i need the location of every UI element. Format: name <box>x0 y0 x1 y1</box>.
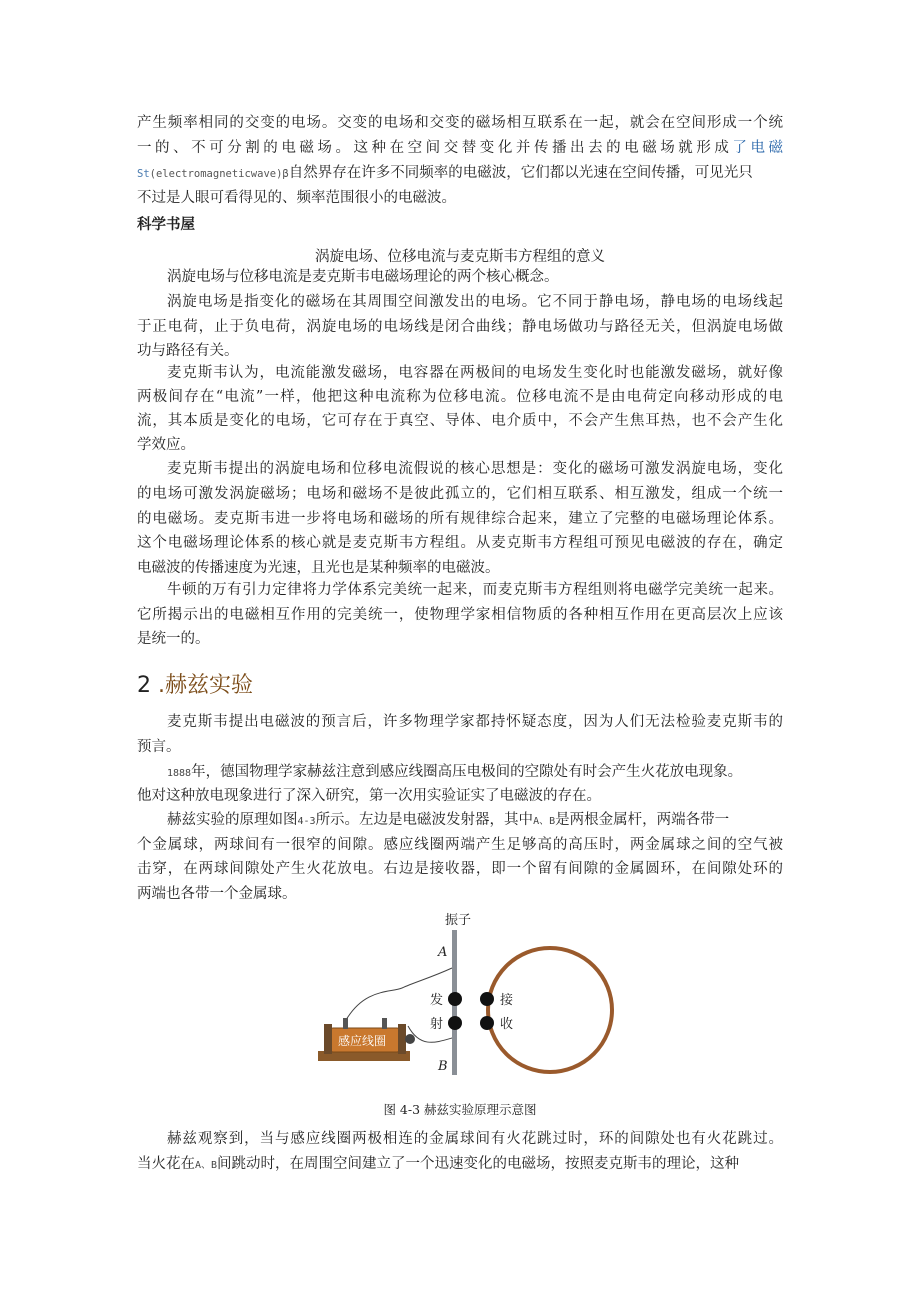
section-title: .赫兹实验 <box>158 673 253 698</box>
intro-line-2: 一的、不可分割的电磁场。这种在空间交替变化并传播出去的电磁场就形成了电磁 <box>137 140 784 156</box>
article-p4-line: 的电场可激发涡旋磁场；电场和磁场不是彼此孤立的，它们相互联系、相互激发，组成一个统一 <box>137 486 783 502</box>
emitter-ball-top <box>448 992 462 1006</box>
section-p3-line-1: 赫兹实验的原理如图4-3所示。左边是电磁波发射器，其中A、B是两根金属杆，两端各带一 <box>167 812 730 828</box>
receiver-ring <box>488 948 612 1072</box>
section-p1-line: 麦克斯韦提出电磁波的预言后，许多物理学家都持怀疑态度，因为人们无法检验麦克斯韦的 <box>167 714 783 730</box>
closing-line-2: 当火花在A、B间跳动时，在周围空间建立了一个迅速变化的电磁场，按照麦克斯韦的理论，这种 <box>137 1156 740 1172</box>
label-b: B <box>438 1059 448 1074</box>
article-p4-line: 麦克斯韦提出的涡旋电场和位移电流假说的核心思想是：变化的磁场可激发涡旋电场，变化 <box>167 461 783 477</box>
coil-end-right <box>398 1024 406 1054</box>
article-p1: 涡旋电场与位移电流是麦克斯韦电磁场理论的两个核心概念。 <box>167 269 559 285</box>
article-p3-line: 学效应。 <box>137 437 195 453</box>
closing-line-1: 赫兹观察到，当与感应线圈两极相连的金属球间有火花跳过时，环的间隙处也有火花跳过。 <box>167 1131 783 1147</box>
section-p3-line: 击穿，在两球间隙处产生火花放电。右边是接收器，即一个留有间隙的金属圆环，在间隙处环的 <box>137 861 783 877</box>
article-p2-line: 涡旋电场是指变化的磁场在其周围空间激发出的电场。它不同于静电场，静电场的电场线起 <box>167 294 783 310</box>
section-heading <box>137 668 253 699</box>
intro-line-1: 产生频率相同的交变的电场。交变的电场和交变的磁场相互联系在一起，就会在空间形成一个统 <box>137 115 783 131</box>
article-title: 涡旋电场、位移电流与麦克斯韦方程组的意义 <box>315 249 605 265</box>
label-recv-2: 收 <box>500 1017 514 1032</box>
label-emit-1: 发 <box>430 993 444 1008</box>
article-p2-line: 于正电荷，止于负电荷，涡旋电场的电场线是闭合曲线；静电场做功与路径无关，但涡旋电场做 <box>137 319 783 335</box>
section-p3-line: 两端也各带一个金属球。 <box>137 886 297 902</box>
section-number: 2 <box>137 673 151 698</box>
article-p5-line: 牛顿的万有引力定律将力学体系完美统一起来，而麦克斯韦方程组则将电磁学完美统一起来。 <box>167 582 783 598</box>
coil-terminal-left <box>343 1018 348 1029</box>
article-p5-line: 它所揭示出的电磁相互作用的完美统一，使物理学家相信物质的各种相互作用在更高层次上应该 <box>137 607 783 623</box>
section-p3-line: 个金属球，两球间有一很窄的间隙。感应线圈两端产生足够高的高压时，两金属球之间的空气被 <box>137 837 783 853</box>
article-p2-line: 功与路径有关。 <box>137 343 239 359</box>
label-oscillator: 振子 <box>445 913 472 928</box>
article-p3-line: 流，其本质是变化的电场，它可存在于真空、导体、电介质中，不会产生焦耳热，也不会产生化 <box>137 413 783 429</box>
article-p3-line: 两极间存在“电流”一样，他把这种电流称为位移电流。位移电流不是由电荷定向移动形成的电 <box>137 389 783 405</box>
section-p2-line-1: 1888年，德国物理学家赫兹注意到感应线圈高压电极间的空隙处有时会产生火花放电现象。 <box>167 764 743 780</box>
intro-line-4: 不过是人眼可看得见的、频率范围很小的电磁波。 <box>137 190 456 206</box>
receiver-ball-top <box>480 992 494 1006</box>
figure-caption: 图 4-3 赫兹实验原理示意图 <box>383 1102 537 1117</box>
article-p3-line: 麦克斯韦认为，电流能激发磁场，电容器在两极间的电场发生变化时也能激发磁场，就好像 <box>167 365 783 381</box>
coil-end-left <box>324 1024 332 1054</box>
coil-label: 感应线圈 <box>338 1034 387 1048</box>
article-p4-line: 这个电磁场理论体系的核心就是麦克斯韦方程组。从麦克斯韦方程组可预见电磁波的存在，确定 <box>137 535 783 551</box>
section-p1-line: 预言。 <box>137 739 181 755</box>
em-wave-link[interactable]: 了电磁 <box>732 140 784 156</box>
article-p4-line: 的电磁场。麦克斯韦进一步将电场和磁场的所有规律综合起来，建立了完整的电磁场理论体系。 <box>137 511 783 527</box>
section-p2-line-2: 他对这种放电现象进行了深入研究，第一次用实验证实了电磁波的存在。 <box>137 788 601 804</box>
emitter-ball-bottom <box>448 1016 462 1030</box>
intro-line-3: St(electromagneticwave)β自然界存在许多不同频率的电磁波，它们都以光速在空间传播，可见光只 <box>137 165 753 181</box>
coil-terminal-right <box>382 1018 387 1029</box>
hertz-experiment-figure <box>310 908 630 1078</box>
label-recv-1: 接 <box>500 993 514 1008</box>
article-p5-line: 是统一的。 <box>137 631 210 647</box>
sidebar-heading: 科学书屋 <box>137 217 195 233</box>
coil-knob <box>405 1034 415 1044</box>
label-emit-2: 射 <box>430 1017 444 1032</box>
article-p4-line: 电磁波的传播速度为光速，且光也是某种频率的电磁波。 <box>137 560 500 576</box>
label-a: A <box>438 945 448 960</box>
receiver-ball-bottom <box>480 1016 494 1030</box>
